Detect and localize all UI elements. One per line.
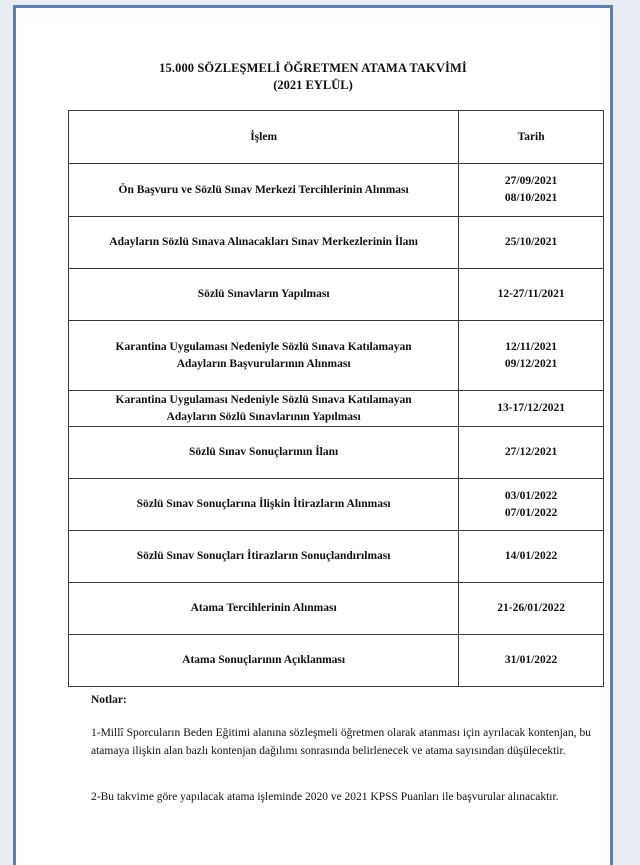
note-item: 1-Millî Sporcuların Beden Eğitimi alanına sözleşmeli öğretmen olarak atanması için ayrılacak kontenjan, bu atamaya ilişkin alan bazlı kontenjan dağılımı sonrasında belirlenecek ve atama sayısından düşülecektir. [91,727,591,758]
table-row [69,479,604,531]
cell-islem-line: Adayların Sözlü Sınavlarının Yapılması [166,410,361,423]
cell-islem [69,164,459,217]
cell-islem-line: Adayların Sözlü Sınava Alınacakları Sınav Merkezlerinin İlanı [109,236,418,249]
cell-islem [69,427,459,479]
cell-tarih-line: 08/10/2021 [504,192,558,204]
note-item: 2-Bu takvime göre yapılacak atama işleminde 2020 ve 2021 KPSS Puanları ile başvurular alınacaktır. [91,791,559,803]
cell-tarih [459,164,604,217]
schedule-table [68,110,604,687]
cell-islem-line: Adayların Başvurularının Alınması [176,357,351,370]
cell-tarih-line: 14/01/2022 [504,550,558,563]
cell-tarih-line: 13-17/12/2021 [497,402,565,415]
cell-islem-line: Karantina Uygulaması Nedeniyle Sözlü Sınava Katılamayan [115,340,412,353]
cell-tarih [459,321,604,391]
table-row [69,164,604,217]
cell-islem-line: Sözlü Sınav Sonuçlarının İlanı [188,446,339,459]
cell-islem-line: Karantina Uygulaması Nedeniyle Sözlü Sınava Katılamayan [115,393,412,406]
cell-islem-line: Atama Tercihlerinin Alınması [190,602,337,615]
cell-tarih-line: 27/12/2021 [504,446,558,459]
cell-islem [69,269,459,321]
cell-tarih-line: 21-26/01/2022 [497,602,565,615]
cell-tarih-line: 27/09/2021 [504,175,558,188]
cell-islem [69,479,459,531]
table-header-row [69,111,604,164]
table-row [69,321,604,391]
cell-islem [69,635,459,687]
cell-tarih-line: 12-27/11/2021 [497,288,565,301]
cell-tarih [459,391,604,427]
cell-tarih [459,583,604,635]
header-islem: İşlem [69,111,459,164]
table-row [69,217,604,269]
cell-islem [69,217,459,269]
table-row [69,583,604,635]
table-row [69,269,604,321]
cell-tarih [459,427,604,479]
cell-islem-line: Sözlü Sınav Sonuçları İtirazların Sonuçlandırılması [136,550,391,563]
cell-tarih [459,217,604,269]
cell-islem-line: Sözlü Sınavların Yapılması [197,288,330,301]
cell-islem [69,531,459,583]
cell-islem [69,391,459,427]
table-row [69,531,604,583]
document-title: 15.000 SÖZLEŞMELİ ÖĞRETMEN ATAMA TAKVİMİ [159,61,467,75]
table-row [69,427,604,479]
table-row [69,391,604,427]
cell-tarih [459,531,604,583]
cell-islem-line: Sözlü Sınav Sonuçlarına İlişkin İtirazların Alınması [136,498,391,511]
cell-tarih [459,479,604,531]
cell-tarih-line: 31/01/2022 [504,654,558,667]
document-subtitle: (2021 EYLÜL) [273,78,353,92]
cell-islem-line: Ön Başvuru ve Sözlü Sınav Merkezi Tercihlerinin Alınması [118,183,409,196]
table-row [69,635,604,687]
cell-tarih-line: 25/10/2021 [504,236,558,249]
cell-tarih [459,635,604,687]
cell-tarih-line: 12/11/2021 [505,340,557,353]
document-page [13,5,613,865]
cell-islem-line: Atama Sonuçlarının Açıklanması [182,654,346,667]
cell-islem [69,583,459,635]
cell-tarih [459,269,604,321]
cell-tarih-line: 03/01/2022 [504,489,558,502]
cell-islem [69,321,459,391]
cell-tarih-line: 07/01/2022 [504,506,558,519]
header-tarih: Tarih [459,111,604,164]
notes-heading: Notlar: [91,694,127,706]
cell-tarih-line: 09/12/2021 [504,357,558,370]
